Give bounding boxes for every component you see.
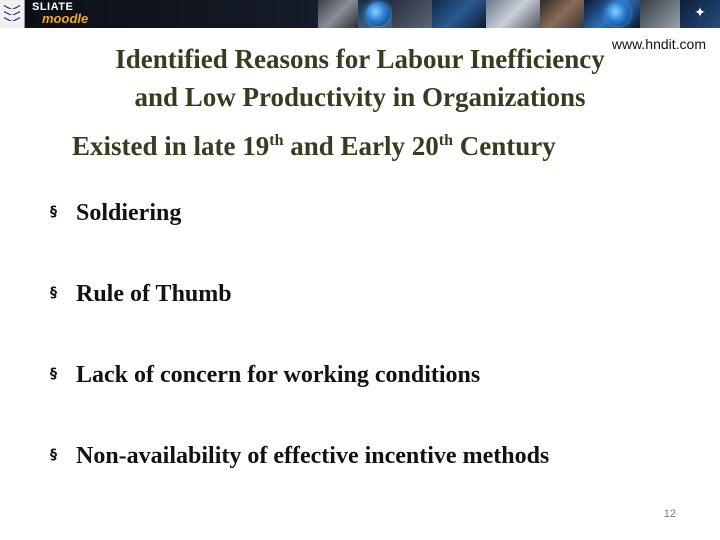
bullet-item <box>50 357 480 392</box>
subtitle-part-2: and Early 20 <box>283 131 439 161</box>
photo-tile <box>392 0 432 28</box>
title-line-2: and Low Productivity in Organizations <box>134 82 586 112</box>
slide-title <box>0 40 720 116</box>
slide-subtitle <box>72 128 556 164</box>
photo-tile <box>318 0 358 28</box>
bullet-text: Lack of concern for working conditions <box>76 362 481 388</box>
subtitle-part-1: Existed in late 19 <box>72 131 270 161</box>
globe-icon <box>606 2 630 26</box>
bullet-item <box>50 195 181 230</box>
website-url: www.hndit.com <box>611 36 706 52</box>
brand-name: SLIATE <box>32 1 74 13</box>
bullet-square-icon: § <box>50 447 57 463</box>
bullet-item <box>50 438 549 473</box>
page-number: 12 <box>663 508 676 520</box>
photo-tile <box>486 0 540 28</box>
brand-logo <box>32 1 88 25</box>
subtitle-part-3: Century <box>453 131 556 161</box>
photo-tile <box>432 0 486 28</box>
bullet-text: Rule of Thumb <box>76 281 232 307</box>
subtitle-superscript-2: th <box>438 132 454 149</box>
bullet-text: Non-availability of effective incentive methods <box>76 443 550 469</box>
bullet-square-icon: § <box>50 285 57 301</box>
bird-icon: ✦ <box>694 5 706 21</box>
header-photo-strip <box>318 0 720 28</box>
photo-tile <box>640 0 680 28</box>
bullet-square-icon: § <box>50 204 57 220</box>
globe-icon <box>366 2 390 26</box>
bullet-square-icon: § <box>50 366 57 382</box>
title-line-1: Identified Reasons for Labour Inefficiency <box>115 44 605 74</box>
brand-sub: moodle <box>42 11 89 26</box>
subtitle-superscript-1: th <box>269 132 284 149</box>
header-banner <box>0 0 720 28</box>
photo-tile <box>540 0 584 28</box>
bullet-item <box>50 276 232 311</box>
bullet-text: Soldiering <box>76 200 182 226</box>
institution-logo <box>0 0 25 28</box>
